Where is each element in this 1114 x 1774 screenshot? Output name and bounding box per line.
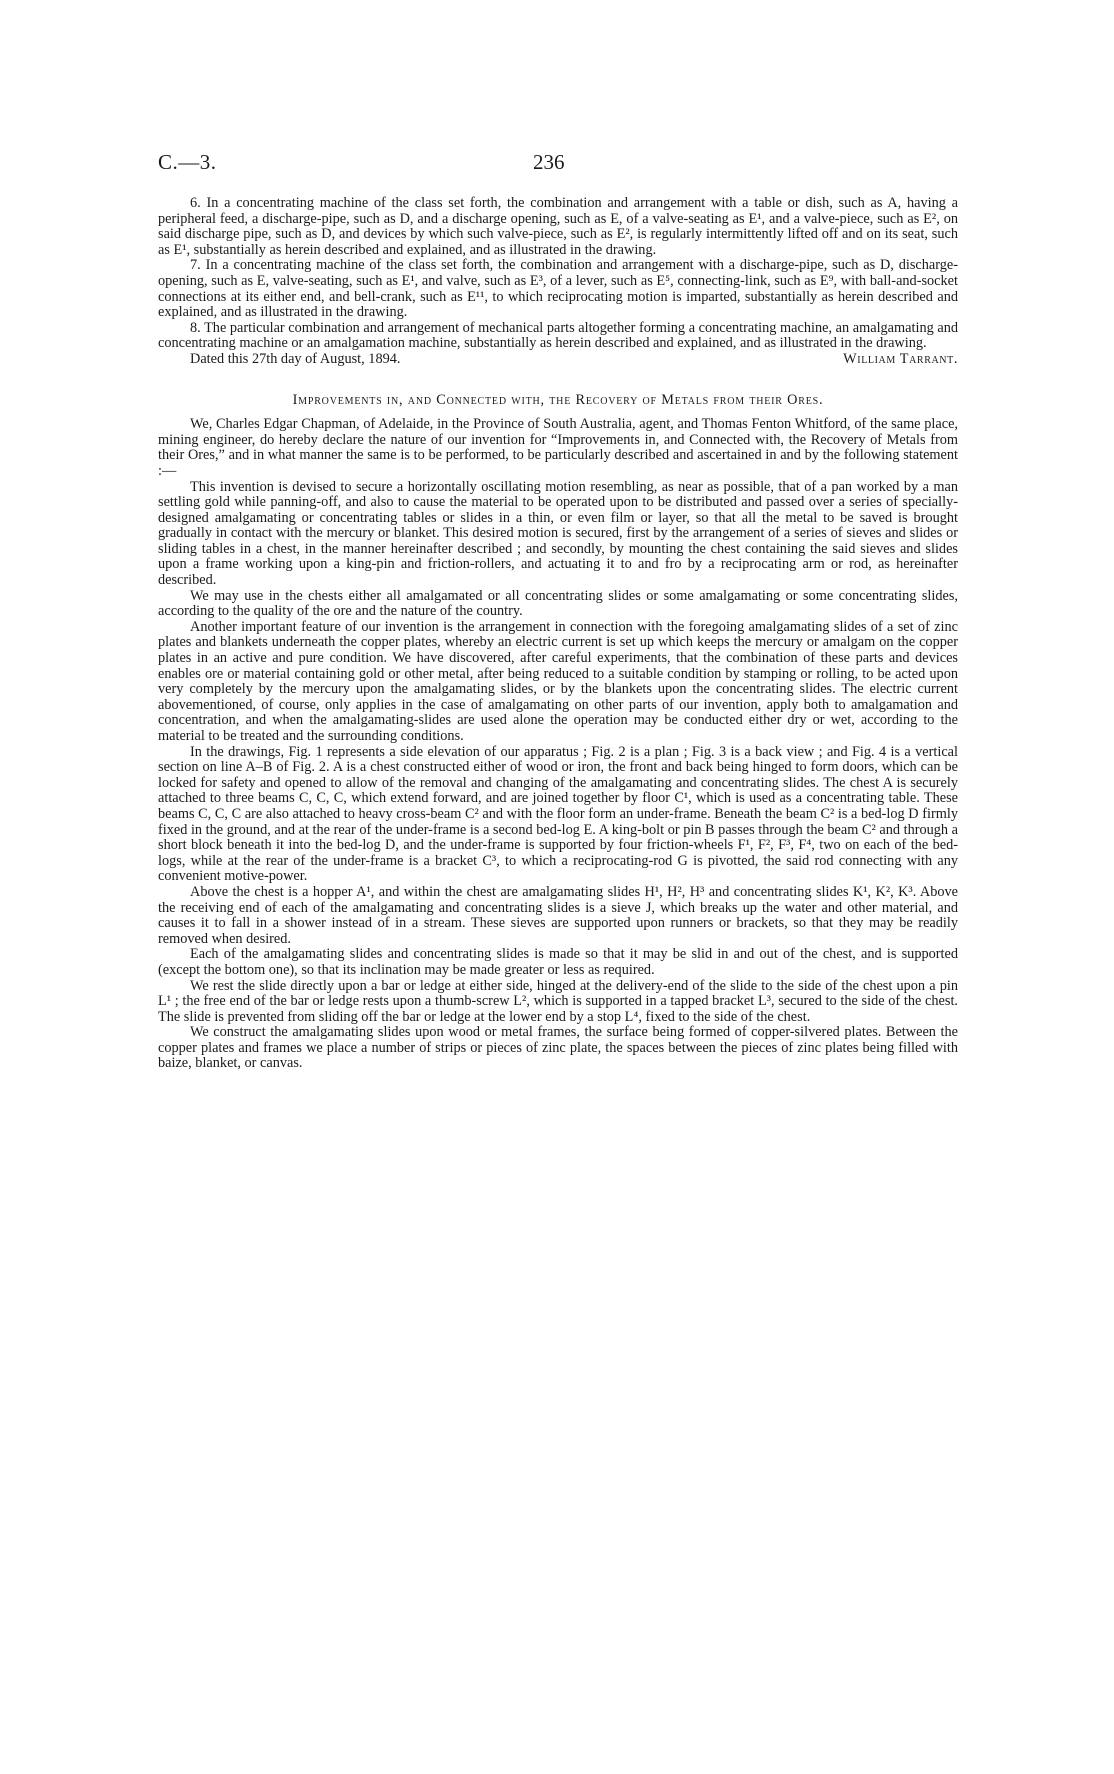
body-paragraph: In the drawings, Fig. 1 represents a side elevation of our apparatus ; Fig. 2 is a plan ; Fig. 3 is a back view ; and Fig. 4 is a vertical section on line A–B of Fig. 2. A is a chest constructed either of wood or iron, the front and back being hinged to form doors, which can be locked for safety and opened to allow of the removal and changing of the amalgamating and concentrating slides. The chest A is securely attached to three beams C, C, C, which extend forward, and are joined together by floor C¹, which is used as a concentrating table. These beams C, C, C are also attached to heavy cross-beam C² and with the floor form an under-frame. Beneath the beam C² is a bed-log D firmly fixed in the ground, and at the rear of the under-frame is a second bed-log E. A king-bolt or pin B passes through the beam C² and through a short block beneath it into the bed-log D, and the under-frame is supported by four friction-wheels F¹, F², F³, F⁴, two on each of the bed-logs, while at the rear of the under-frame is a bracket C³, to which a reciprocating-rod G is pivotted, the said rod connecting with any convenient motive-power. xyxy=(158,743,958,885)
dated-text: Dated this 27th day of August, 1894. xyxy=(190,350,401,367)
claim-8-paragraph: 8. The particular combination and arrangement of mechanical parts altogether forming a concentrating machine, an amalgamating and concentrating machine or an amalgamation machine, substantially as herein described and explained, and as illustrated in the drawing. xyxy=(158,319,958,352)
body-paragraph: We, Charles Edgar Chapman, of Adelaide, in the Province of South Australia, agent, and Thomas Fenton Whitford, of the same place, mining engineer, do hereby declare the nature of our invention for “Improvements in, and Connected with, the Recovery of Metals from their Ores,” and in what manner the same is to be performed, to be particularly described and ascertained in and by the following statement :— xyxy=(158,416,958,479)
document-code: C.—3. xyxy=(158,150,217,174)
body-paragraph: Above the chest is a hopper A¹, and within the chest are amalgamating slides H¹, H², H³ and concentrating slides K¹, K², K³. Above the receiving end of each of the amalgamating and concentrating slides is a sieve J, which breaks up the water and other material, and causes it to fall in a shower instead of in a stream. These sieves are supported upon runners or brackets, so that they may be readily removed when desired. xyxy=(158,883,958,947)
body-paragraph: We construct the amalgamating slides upon wood or metal frames, the surface being formed of copper-silvered plates. Between the copper plates and frames we place a number of strips or pieces of zinc plate, the spaces between the pieces of zinc plates being filled with baize, blanket, or canvas. xyxy=(158,1024,958,1072)
dated-line xyxy=(158,352,958,368)
section-title: Improvements in, and Connected with, the Recovery of Metals from their Ores. xyxy=(292,391,824,408)
body-paragraph: Another important feature of our invention is the arrangement in connection with the foregoing amalgamating slides of a set of zinc plates and blankets underneath the copper plates, whereby an electric current is set up which keeps the mercury or amalgam on the copper plates in an active and pure condition. We have discovered, after careful experiments, that the combination of these parts and devices enables ore or material containing gold or other metal, after being reduced to a suitable condition by stamping or rolling, to be acted upon very completely by the mercury upon the amalgamating slides, or by the blankets upon the concentrating slides. The electric current abovementioned, of course, only applies in the case of amalgamating on other parts of our invention, apply both to amalgamation and concentration, and when the amalgamating-slides are used alone the operation may be conducted either dry or wet, according to the material to be treated and the surrounding conditions. xyxy=(158,618,958,744)
page-content xyxy=(158,196,958,1072)
body-paragraph: Each of the amalgamating slides and concentrating slides is made so that it may be slid in and out of the chest, and is supported (except the bottom one), so that its inclination may be made greater or less as required. xyxy=(158,946,958,978)
claim-6-paragraph: 6. In a concentrating machine of the class set forth, the combination and arrangement with a table or dish, such as A, having a peripheral feed, a discharge-pipe, such as D, and a discharge opening, such as E, of a valve-seating as E¹, and a valve-piece, such as E², on said discharge pipe, such as D, and devices by which such valve-piece, such as E², is regularly intermittently lifted off and on its seat, such as E¹, substantially as herein described and explained, and as illustrated in the drawing. xyxy=(158,195,958,258)
claim-7-paragraph: 7. In a concentrating machine of the class set forth, the combination and arrangement with a discharge-pipe, such as D, discharge-opening, such as E, valve-seating, such as E¹, and valve, such as E³, of a lever, such as E⁵, connecting-link, such as E⁹, with ball-and-socket connections at its either end, and bell-crank, such as E¹¹, to which reciprocating motion is imparted, substantially as herein described and explained, and as illustrated in the drawing. xyxy=(158,257,958,321)
page-number: 236 xyxy=(533,150,565,174)
body-paragraph: We may use in the chests either all amalgamated or all concentrating slides or some amalgamating or some concentrating slides, according to the quality of the ore and the nature of the country. xyxy=(158,587,958,620)
body-paragraph: We rest the slide directly upon a bar or ledge at either side, hinged at the delivery-end of the slide to the side of the chest upon a pin L¹ ; the free end of the bar or ledge rests upon a thumb-screw L², which is supported in a tapped bracket L³, secured to the side of the chest. The slide is prevented from sliding off the bar or ledge at the lower end by a stop L⁴, fixed to the side of the chest. xyxy=(158,977,958,1025)
running-head xyxy=(158,150,958,180)
body-paragraph: This invention is devised to secure a horizontally oscillating motion resembling, as near as possible, that of a pan worked by a man settling gold while panning-off, and also to cause the material to be operated upon to be distributed and passed over a series of specially-designed amalgamating or concentrating tables or slides in a thin, or even film or layer, so that all the metal to be saved is brought gradually in contact with the mercury or blanket. This desired motion is secured, first by the arrangement of a series of sieves and slides or sliding tables in a chest, in the manner hereinafter described ; and secondly, by mounting the chest containing the said sieves and slides upon a frame working upon a king-pin and friction-rollers, and actuating it to and fro by a reciprocating arm or rod, as hereinafter described. xyxy=(158,478,958,589)
signature: William Tarrant. xyxy=(843,350,958,367)
